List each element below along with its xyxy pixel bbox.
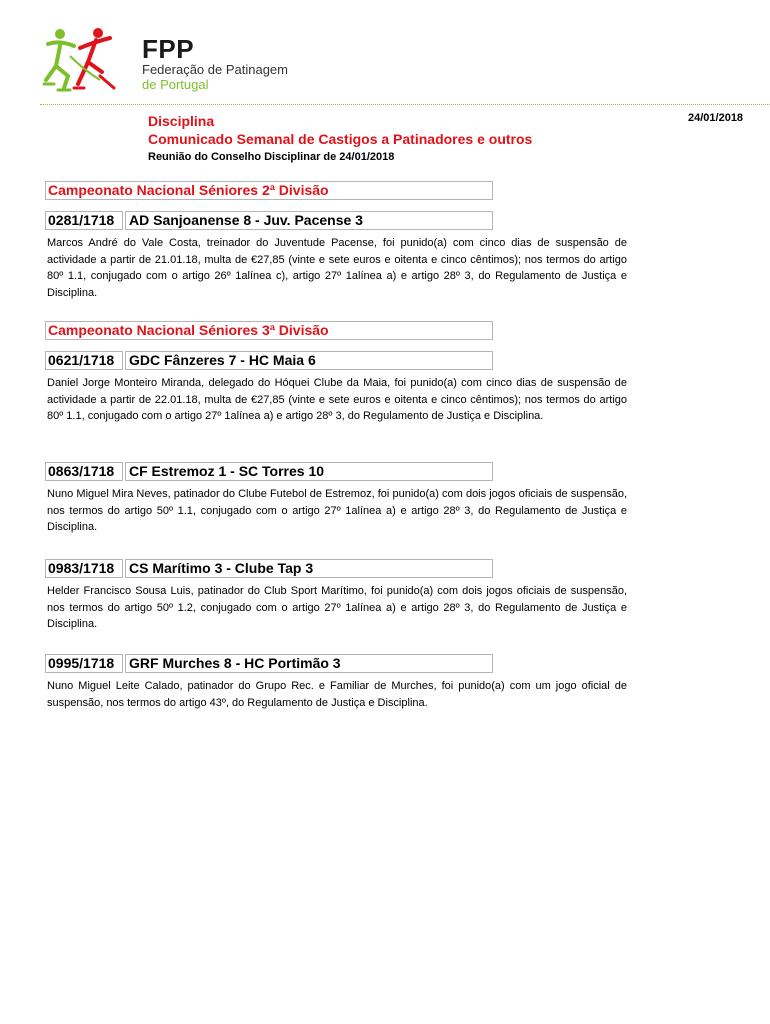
skater-logo-icon: [40, 26, 128, 96]
meeting-info: Reunião do Conselho Disciplinar de 24/01/2018: [148, 151, 395, 163]
game-title: GRF Murches 8 - HC Portimão 3: [125, 654, 493, 673]
penalty-description: Nuno Miguel Leite Calado, patinador do Grupo Rec. e Familiar de Murches, foi punido(a) com um jogo oficial de suspensão, nos termos do artigo 43º, do Regulamento de Justiça e Disciplina.: [47, 680, 627, 709]
game-title: CF Estremoz 1 - SC Torres 10: [125, 462, 493, 481]
penalty-description: Daniel Jorge Monteiro Miranda, delegado do Hóquei Clube da Maia, foi punido(a) com cinco dias de suspensão de actividade a partir de 22.01.18, multa de €27,85 (vinte e sete euros e oitenta e cinco cêntimos); nos termos do artigo 80º 1.1, conjugado com o artigo 27º 1alínea a) e artigo 28º 3, do Regulamento de Justiça e Disciplina.: [47, 377, 627, 422]
penalty-description: Marcos André do Vale Costa, treinador do Juventude Pacense, foi punido(a) com cinco dias de suspensão de actividade a partir de 21.01.18, multa de €27,85 (vinte e sete euros e oitenta e cinco cêntimos); nos termos do artigo 80º 1.1, conjugado com o artigo 26º 1alínea c), artigo 27º 1alínea a) e artigo 28º 3, do Regulamento de Justiça e Disciplina.: [47, 237, 627, 299]
game-title: GDC Fânzeres 7 - HC Maia 6: [125, 351, 493, 370]
game-number: 0281/1718: [45, 211, 123, 230]
penalty-description: Helder Francisco Sousa Luis, patinador do Club Sport Marítimo, foi punido(a) com dois jogos oficiais de suspensão, nos termos do artigo 50º 1.2, conjugado com o artigo 27º 1alínea a) e artigo 28º 3, do Regulamento de Justiça e Disciplina.: [47, 585, 627, 630]
game-number: 0621/1718: [45, 351, 123, 370]
section-header: Campeonato Nacional Séniores 3ª Divisão: [45, 321, 493, 340]
header-divider: [40, 104, 770, 105]
game-number: 0995/1718: [45, 654, 123, 673]
page-subtitle: Comunicado Semanal de Castigos a Patinadores e outros: [148, 131, 533, 147]
penalty-description: Nuno Miguel Mira Neves, patinador do Clube Futebol de Estremoz, foi punido(a) com dois jogos oficiais de suspensão, nos termos do artigo 50º 1.1, conjugado com o artigo 27º 1alínea a) e artigo 28º 3, do Regulamento de Justiça e Disciplina.: [47, 488, 627, 533]
logo-abbreviation: FPP: [142, 34, 195, 64]
page-title: Disciplina: [148, 113, 215, 129]
game-number: 0983/1718: [45, 559, 123, 578]
fpp-logo: [40, 26, 310, 96]
game-number: 0863/1718: [45, 462, 123, 481]
game-title: CS Marítimo 3 - Clube Tap 3: [125, 559, 493, 578]
document-date: 24/01/2018: [688, 112, 744, 124]
logo-name-line2: de Portugal: [142, 77, 209, 92]
logo-name-line1: Federação de Patinagem: [142, 62, 288, 77]
section-header: Campeonato Nacional Séniores 2ª Divisão: [45, 181, 493, 200]
game-title: AD Sanjoanense 8 - Juv. Pacense 3: [125, 211, 493, 230]
